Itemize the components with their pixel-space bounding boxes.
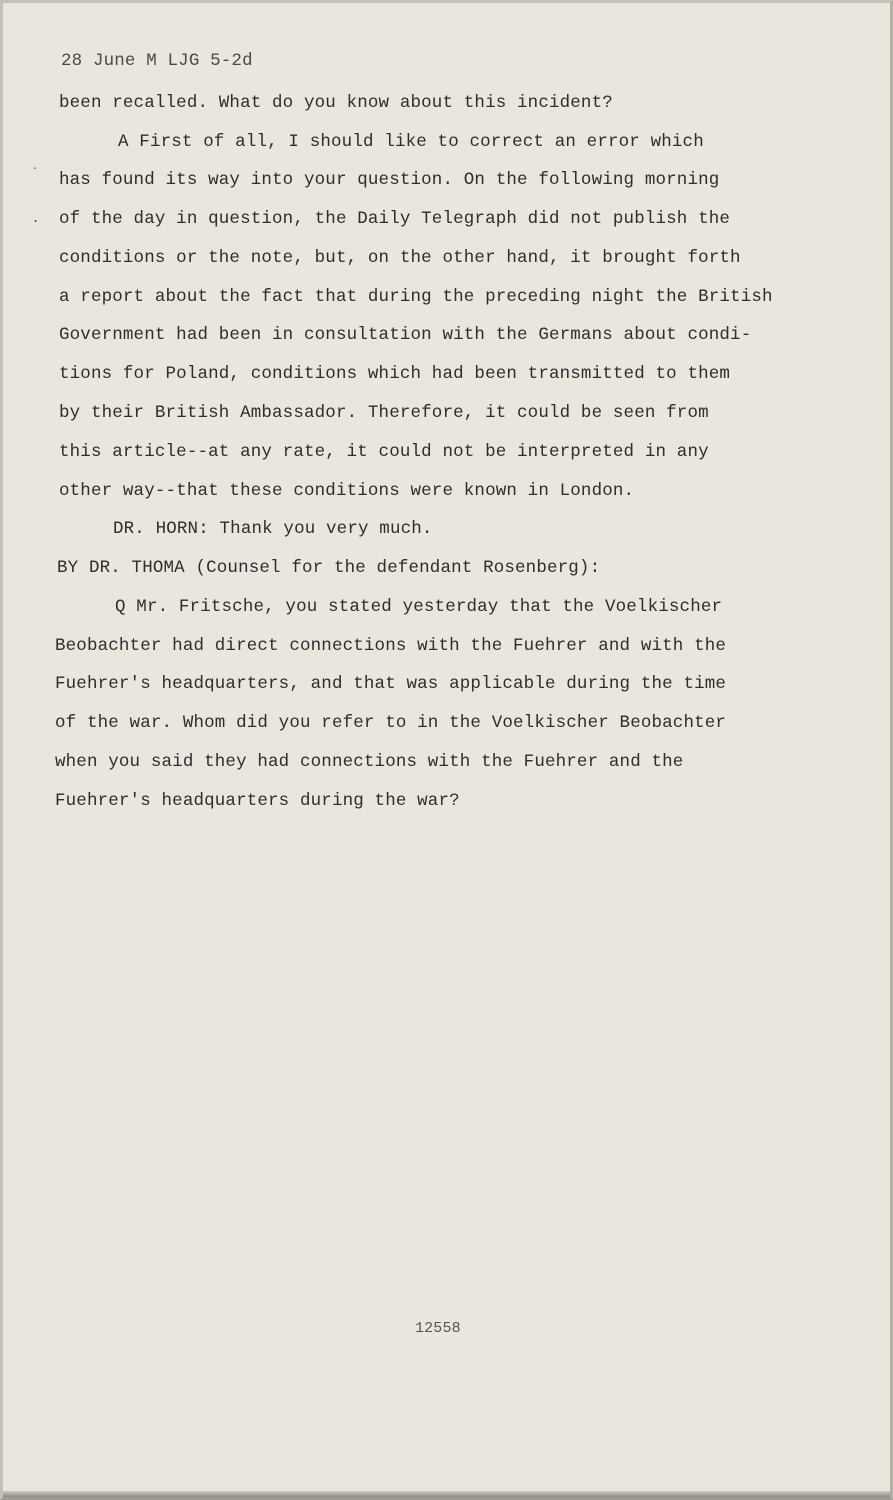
text-line-14: Q Mr. Fritsche, you stated yesterday that the Voelkischer [115, 597, 723, 617]
text-line-16: Fuehrer's headquarters, and that was applicable during the time [55, 674, 727, 694]
text-line-18: when you said they had connections with the Fuehrer and the [55, 752, 684, 772]
text-line-9: by their British Ambassador. Therefore, it could be seen from [59, 403, 709, 423]
text-line-1: been recalled. What do you know about this incident? [59, 93, 613, 113]
text-line-5: conditions or the note, but, on the other hand, it brought forth [59, 248, 741, 268]
text-line-10: this article--at any rate, it could not be interpreted in any [59, 442, 709, 462]
text-line-19: Fuehrer's headquarters during the war? [55, 791, 460, 811]
page-number: 12558 [415, 1320, 461, 1337]
text-line-3: has found its way into your question. On the following morning [59, 170, 720, 190]
text-line-8: tions for Poland, conditions which had been transmitted to them [59, 364, 731, 384]
margin-dot: . [33, 207, 39, 226]
margin-tick: - [33, 163, 37, 174]
speaker-line-dr-horn: DR. HORN: Thank you very much. [113, 519, 433, 539]
text-line-4: of the day in question, the Daily Telegraph did not publish the [59, 209, 731, 229]
text-line-15: Beobachter had direct connections with the Fuehrer and with the [55, 636, 727, 656]
text-line-11: other way--that these conditions were known in London. [59, 481, 635, 501]
examination-heading: BY DR. THOMA (Counsel for the defendant Rosenberg): [57, 558, 601, 578]
text-line-6: a report about the fact that during the preceding night the British [59, 287, 773, 307]
text-line-17: of the war. Whom did you refer to in the Voelkischer Beobachter [55, 713, 727, 733]
text-line-2: A First of all, I should like to correct an error which [118, 132, 704, 152]
text-line-7: Government had been in consultation with the Germans about condi- [59, 325, 752, 345]
page-header: 28 June M LJG 5-2d [61, 51, 253, 71]
